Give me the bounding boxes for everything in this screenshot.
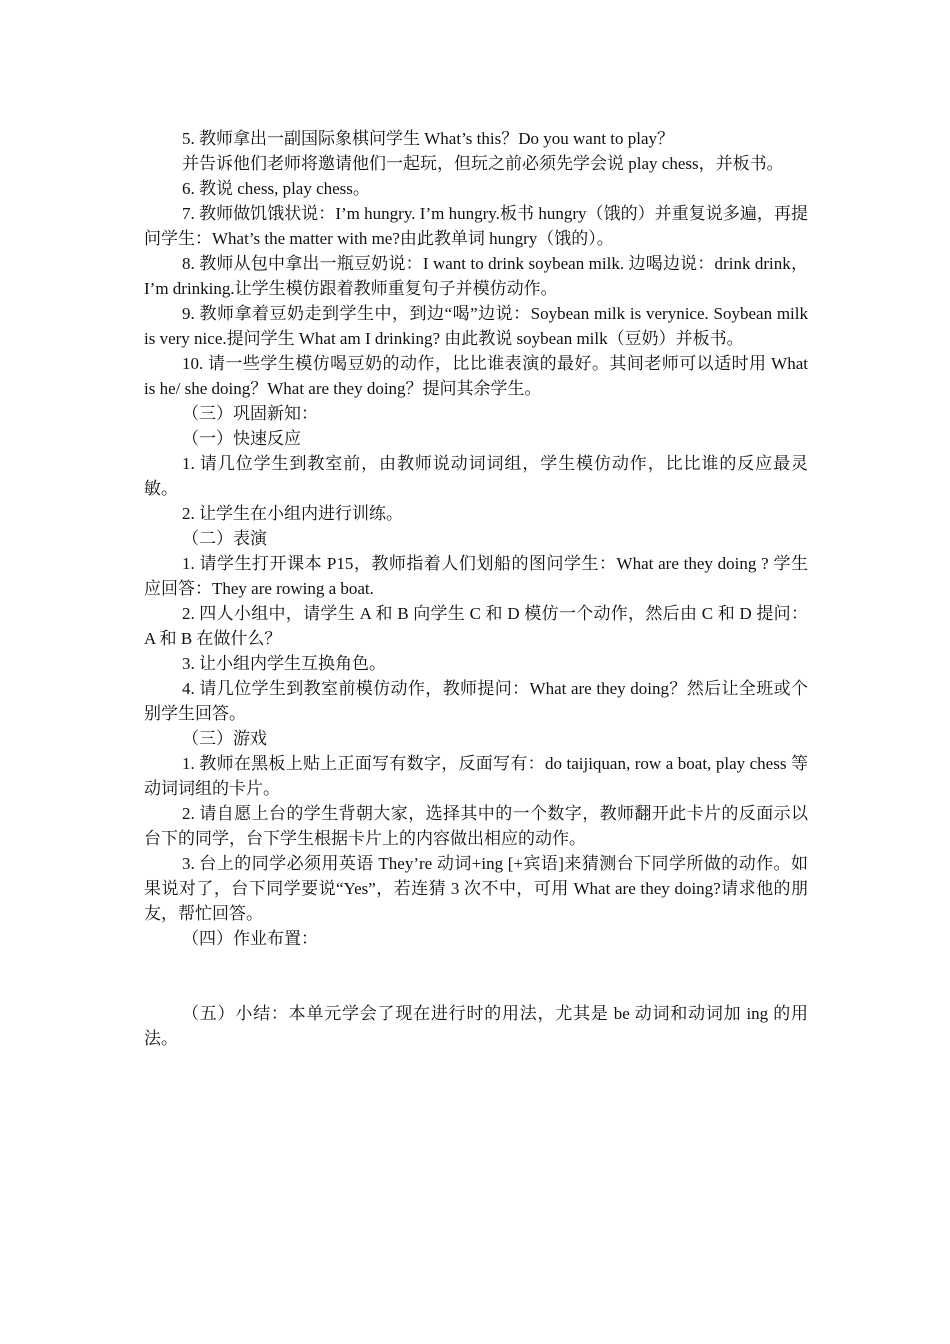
document-body: [144, 126, 808, 1051]
paragraph-quick-response-1: 1. 请几位学生到教室前，由教师说动词词组，学生模仿动作，比比谁的反应最灵敏。: [144, 454, 808, 498]
paragraph-performance-1: 1. 请学生打开课本 P15，教师指着人们划船的图问学生：What are they doing ? 学生应回答：They are rowing a boat.: [144, 554, 808, 598]
blank-space: [144, 951, 808, 1001]
paragraph-step-9: 9. 教师拿着豆奶走到学生中，到边“喝”边说：Soybean milk is verynice. Soybean milk is very nice.提问学生 What am I drinking? 由此教说 soybean milk（豆奶）并板书。: [144, 304, 808, 348]
section-heading-homework: （四）作业布置：: [182, 929, 318, 948]
section-heading-consolidate: （三）巩固新知：: [182, 404, 318, 423]
paragraph-game-2: 2. 请自愿上台的学生背朝大家，选择其中的一个数字，教师翻开此卡片的反面示以台下的同学，台下学生根据卡片上的内容做出相应的动作。: [144, 804, 808, 848]
paragraph-step-6: 6. 教说 chess, play chess。: [182, 179, 370, 198]
paragraph-performance-4: 4. 请几位学生到教室前模仿动作，教师提问：What are they doing？然后让全班或个别学生回答。: [144, 679, 808, 723]
paragraph-quick-response-2: 2. 让学生在小组内进行训练。: [182, 504, 403, 523]
subheading-quick-response: （一）快速反应: [182, 429, 301, 448]
paragraph-game-1: 1. 教师在黑板上贴上正面写有数字，反面写有：do taijiquan, row a boat, play chess 等动词词组的卡片。: [144, 754, 808, 798]
paragraph-step-10: 10. 请一些学生模仿喝豆奶的动作，比比谁表演的最好。其间老师可以适时用 What is he/ she doing？What are they doing？提问其余学生。: [144, 354, 808, 398]
paragraph-step-7: 7. 教师做饥饿状说：I’m hungry. I’m hungry.板书 hungry（饿的）并重复说多遍，再提问学生：What’s the matter with me?由此教单词 hungry（饿的）。: [144, 204, 808, 248]
paragraph-step-5-continued: 并告诉他们老师将邀请他们一起玩，但玩之前必须先学会说 play chess，并板书。: [182, 154, 784, 173]
subheading-game: （三）游戏: [182, 729, 267, 748]
paragraph-step-5: 5. 教师拿出一副国际象棋问学生 What’s this？Do you want to play？: [182, 129, 675, 148]
section-summary: （五）小结：本单元学会了现在进行时的用法，尤其是 be 动词和动词加 ing 的用法。: [144, 1004, 808, 1048]
paragraph-performance-2: 2. 四人小组中，请学生 A 和 B 向学生 C 和 D 模仿一个动作，然后由 C 和 D 提问：A 和 B 在做什么？: [144, 604, 808, 648]
subheading-performance: （二）表演: [182, 529, 267, 548]
paragraph-step-8: 8. 教师从包中拿出一瓶豆奶说：I want to drink soybean milk. 边喝边说：drink drink，I’m drinking.让学生模仿跟着教师重复句子并模仿动作。: [144, 254, 808, 298]
paragraph-game-3: 3. 台上的同学必须用英语 They’re 动词+ing [+宾语]来猜测台下同学所做的动作。如果说对了，台下同学要说“Yes”，若连猜 3 次不中，可用 What are they doing?请求他的朋友，帮忙回答。: [144, 854, 808, 923]
paragraph-performance-3: 3. 让小组内学生互换角色。: [182, 654, 386, 673]
